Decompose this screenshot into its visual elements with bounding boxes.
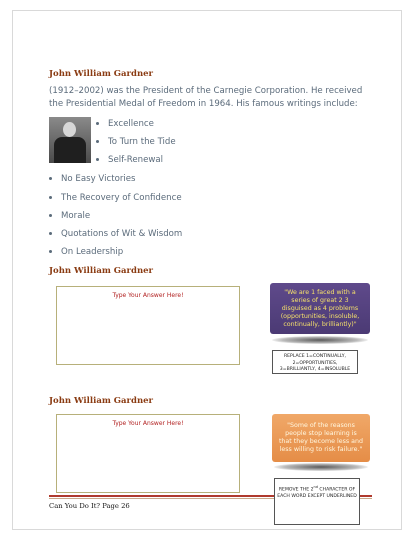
bullet-icon	[96, 122, 99, 125]
list-item: The Recovery of Confidence	[49, 193, 182, 203]
bullet-icon	[49, 177, 52, 180]
card-shadow	[272, 336, 368, 344]
intro-paragraph: (1912–2002) was the President of the Carnegie Corporation. He received the Presidential Medal of Freedom in 1964. His famous writings include:	[49, 86, 363, 109]
list-item: Self-Renewal	[96, 155, 163, 165]
quote-card-1: "We are 1 faced with a series of great 2 3 disguised as 4 problems (opportunities, insoluble, continually, brilliantly)"	[270, 283, 370, 334]
answer-box-1[interactable]	[56, 286, 240, 365]
answer-placeholder: Type Your Answer Here!	[112, 292, 184, 299]
bullet-icon	[49, 196, 52, 199]
instruction-note-1: REPLACE 1=CONTINUALLY, 2=OPPORTUNITIES, 3=BRILLIANTLY, 4=INSOLUBLE	[272, 350, 358, 374]
list-item: On Leadership	[49, 247, 123, 257]
portrait-head	[63, 122, 76, 137]
list-item: No Easy Victories	[49, 174, 136, 184]
bullet-icon	[96, 140, 99, 143]
bullet-icon	[49, 214, 52, 217]
section-heading-2: John William Gardner	[49, 266, 154, 276]
answer-placeholder: Type Your Answer Here!	[112, 420, 184, 427]
list-item: Morale	[49, 211, 90, 221]
instruction-note-2: REMOVE THE 2nd CHARACTER OF EACH WORD EXCEPT UNDERLINED	[274, 478, 360, 525]
list-item: To Turn the Tide	[96, 137, 176, 147]
card-shadow	[274, 463, 368, 471]
list-item: Quotations of Wit & Wisdom	[49, 229, 182, 239]
section-heading-3: John William Gardner	[49, 396, 154, 406]
portrait-body	[54, 137, 86, 163]
answer-box-2[interactable]	[56, 414, 240, 493]
list-item: Excellence	[96, 119, 154, 129]
page-footer: Can You Do It? Page 26	[49, 502, 130, 510]
bullet-icon	[49, 250, 52, 253]
bullet-icon	[49, 232, 52, 235]
section-heading-1: John William Gardner	[49, 69, 154, 79]
quote-card-2: "Some of the reasons people stop learning is that they become less and less willing to risk failure."	[272, 414, 370, 462]
portrait-photo	[49, 117, 91, 163]
bullet-icon	[96, 158, 99, 161]
